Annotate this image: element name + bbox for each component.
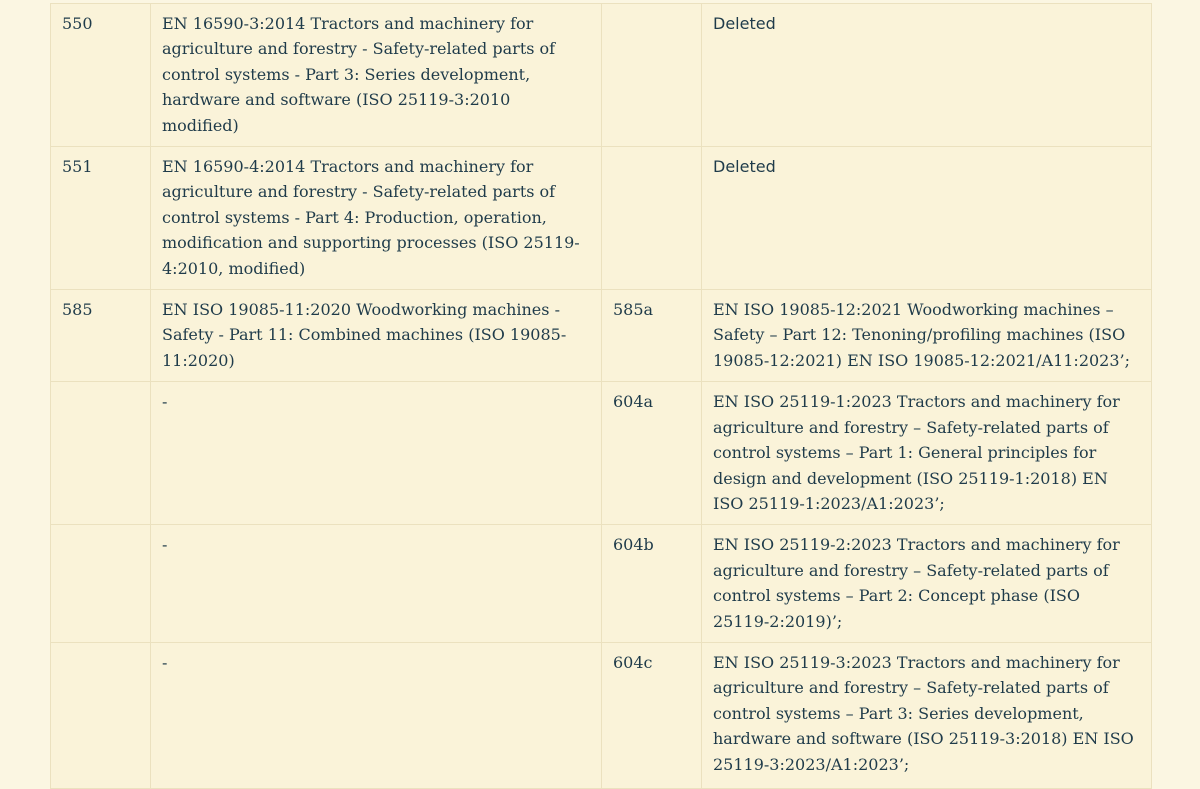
old-standard-text: - bbox=[151, 525, 602, 643]
table-row bbox=[51, 4, 1152, 147]
new-standard-text: EN ISO 25119-2:2023 Tractors and machinery for agriculture and forestry – Safety-related parts of control systems – Part 2: Concept phase (ISO 25119-2:2019)’; bbox=[702, 525, 1152, 643]
new-standard-text: EN ISO 19085-12:2021 Woodworking machines – Safety – Part 12: Tenoning/profiling machines (ISO 19085-12:2021) EN ISO 19085-12:2021/A11:2023’; bbox=[702, 290, 1152, 382]
new-entry-number: 585a bbox=[602, 290, 702, 382]
new-entry-number: 604a bbox=[602, 382, 702, 525]
old-entry-number: 550 bbox=[51, 4, 151, 147]
new-entry-number: 604b bbox=[602, 525, 702, 643]
old-entry-number bbox=[51, 525, 151, 643]
new-standard-text: Deleted bbox=[702, 4, 1152, 147]
old-standard-text: EN 16590-4:2014 Tractors and machinery for agriculture and forestry - Safety-related parts of control systems - Part 4: Production, operation, modification and supporting processes (ISO 25119-4:2010, modified) bbox=[151, 147, 602, 290]
old-standard-text: EN ISO 19085-11:2020 Woodworking machines - Safety - Part 11: Combined machines (ISO 19085-11:2020) bbox=[151, 290, 602, 382]
old-entry-number: 585 bbox=[51, 290, 151, 382]
old-entry-number: 551 bbox=[51, 147, 151, 290]
new-standard-text: Deleted bbox=[702, 147, 1152, 290]
table-row bbox=[51, 290, 1152, 382]
table-row bbox=[51, 382, 1152, 525]
new-entry-number: 604c bbox=[602, 642, 702, 788]
new-entry-number bbox=[602, 4, 702, 147]
old-standard-text: - bbox=[151, 642, 602, 788]
new-standard-text: EN ISO 25119-1:2023 Tractors and machinery for agriculture and forestry – Safety-related parts of control systems – Part 1: General principles for design and development (ISO 25119-1:2018) EN ISO 25119-1:2023/A1:2023’; bbox=[702, 382, 1152, 525]
table-row bbox=[51, 147, 1152, 290]
table-row bbox=[51, 525, 1152, 643]
old-entry-number bbox=[51, 642, 151, 788]
standards-amendment-table bbox=[50, 3, 1152, 789]
table-row bbox=[51, 642, 1152, 788]
old-entry-number bbox=[51, 382, 151, 525]
new-entry-number bbox=[602, 147, 702, 290]
new-standard-text: EN ISO 25119-3:2023 Tractors and machinery for agriculture and forestry – Safety-related parts of control systems – Part 3: Series development, hardware and software (ISO 25119-3:2018) EN ISO 25119-3:2023/A1:2023’; bbox=[702, 642, 1152, 788]
old-standard-text: EN 16590-3:2014 Tractors and machinery for agriculture and forestry - Safety-related parts of control systems - Part 3: Series development, hardware and software (ISO 25119-3:2010 modified) bbox=[151, 4, 602, 147]
old-standard-text: - bbox=[151, 382, 602, 525]
